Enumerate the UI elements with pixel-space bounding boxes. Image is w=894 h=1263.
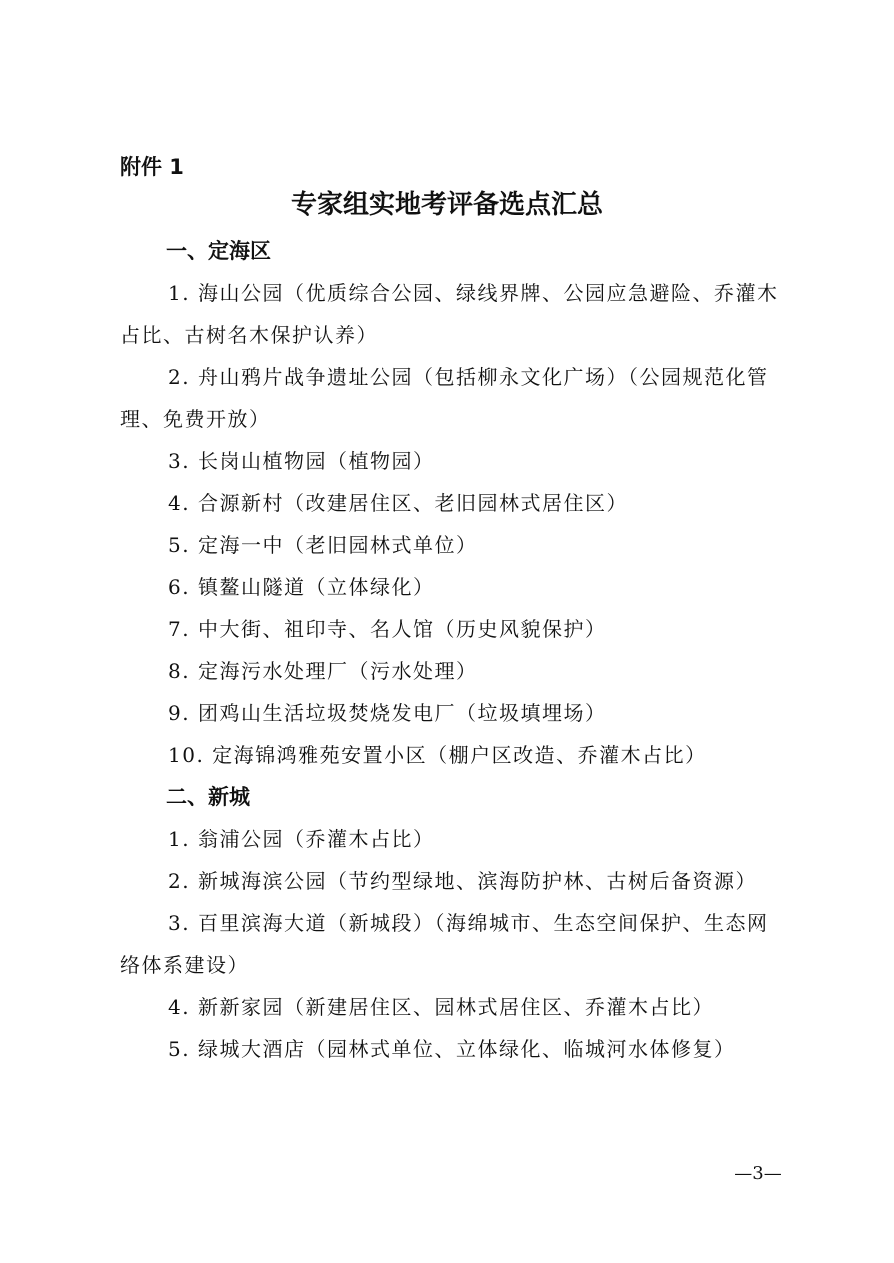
- list-item: 2. 舟山鸦片战争遗址公园（包括柳永文化广场）（公园规范化管理、免费开放）: [120, 365, 769, 431]
- list-item: 1. 海山公园（优质综合公园、绿线界牌、公园应急避险、乔灌木占比、古树名木保护认养）: [120, 281, 779, 347]
- page-number: —3—: [734, 1163, 782, 1184]
- list-item: 10. 定海锦鸿雅苑安置小区（棚户区改造、乔灌木占比）: [168, 743, 707, 767]
- list-item: 1. 翁浦公园（乔灌木占比）: [168, 827, 435, 851]
- section-dinghai: [120, 230, 785, 776]
- list-item: 5. 定海一中（老旧园林式单位）: [168, 533, 478, 557]
- document-body: [120, 230, 785, 1070]
- list-item: 5. 绿城大酒店（园林式单位、立体绿化、临城河水体修复）: [168, 1037, 736, 1061]
- list-item: 6. 镇鳌山隧道（立体绿化）: [168, 575, 435, 599]
- list-item: 7. 中大街、祖印寺、名人馆（历史风貌保护）: [168, 617, 607, 641]
- list-item: 8. 定海污水处理厂（污水处理）: [168, 659, 478, 683]
- section-heading: 二、新城: [166, 785, 250, 809]
- section-heading: 一、定海区: [166, 239, 271, 263]
- list-item: 4. 合源新村（改建居住区、老旧园林式居住区）: [168, 491, 628, 515]
- section-xincheng: [120, 776, 785, 1070]
- document-title: 专家组实地考评备选点汇总: [290, 190, 603, 220]
- attachment-label: 附件 1: [120, 155, 184, 179]
- list-item: 2. 新城海滨公园（节约型绿地、滨海防护林、古树后备资源）: [168, 869, 757, 893]
- list-item: 3. 百里滨海大道（新城段）（海绵城市、生态空间保护、生态网络体系建设）: [120, 911, 769, 977]
- list-item: 4. 新新家园（新建居住区、园林式居住区、乔灌木占比）: [168, 995, 714, 1019]
- list-item: 9. 团鸡山生活垃圾焚烧发电厂（垃圾填埋场）: [168, 701, 607, 725]
- list-item: 3. 长岗山植物园（植物园）: [168, 449, 435, 473]
